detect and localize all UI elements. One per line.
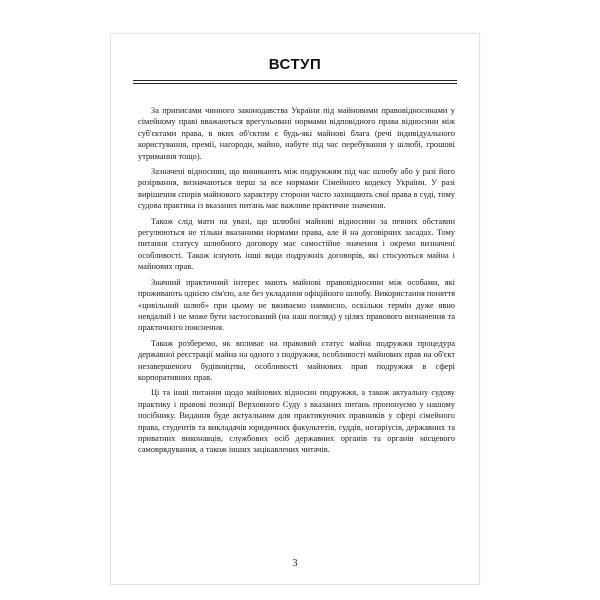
title-rule-bottom <box>133 83 457 84</box>
page-title: ВСТУП <box>268 56 322 73</box>
paragraph-4: Значний практичний інтерес мають майнові правовідносини між особами, які проживають однією сім'єю, але без укладання офіційного шлюбу. Використання поняття «цивільний шлюб» при цьому не вживаємо навмисно, оскільки термін дуже явно невдалий і не може бути застосований (на наш погляд) у цілях правового визначення та практичного пояснення. <box>138 277 455 333</box>
paragraph-2: Зазначені відносини, що виникають між подружжям під час шлюбу або у разі його розірвання, визначаються перш за все нормами Сімейного кодексу України. У разі вирішення спорів майнового характеру сторони часто захищають свої права в суді, тому судова практика із вказаних питань має важливе практичне значення. <box>138 167 455 211</box>
document-body <box>138 105 455 460</box>
paragraph-1: За приписами чинного законодавства України під майновими правовідносинами у сімейному праві вважаються врегульовані нормами відповідного права відносини між суб'єктами права, в яких об'єктом є будь-які майнові блага (речі індивідуального користування, премії, нагороди, майно, набуте під час перебування у шлюбі, грошові утримання тощо). <box>138 106 455 161</box>
paragraph-5: Також розберемо, як впливає на правовий статус майна подружжя процедура державної реєстрації майна на одного з подружжя, особливості майнових прав на об'єкт незавершеного будівництва, особливості майнових прав подружжя в сфері корпоративних прав. <box>138 338 455 382</box>
paragraph-6: Ці та інші питання щодо майнових відносин подружжя, а також актуальну судову практику і правові позиції Верховного Суду з вказаних питань пропонуємо у нашому посібнику. Видання буде актуальним для практикуючих правників у сфері сімейного права, студентів та викладачів юридичних факультетів, суддів, нотаріусів, державних та приватних виконавців, службових осіб державних органів та органів місцевого самоврядування, а також інших зацікавлених читачів. <box>138 388 455 455</box>
page-number: 3 <box>292 558 298 569</box>
paragraph-3: Також слід мати на увазі, що шлюбні майнові відносини за певних обставин регулюються не тільки вказаними нормами права, але й на договірних засадах. Тому питання статусу шлюбного договору має самостійне значення і окремо визначені особливості. Також існують інші види подружніх договорів, які стосуються майна і майнових прав. <box>138 216 455 272</box>
document-page <box>110 33 480 585</box>
title-rule-top <box>133 80 457 81</box>
